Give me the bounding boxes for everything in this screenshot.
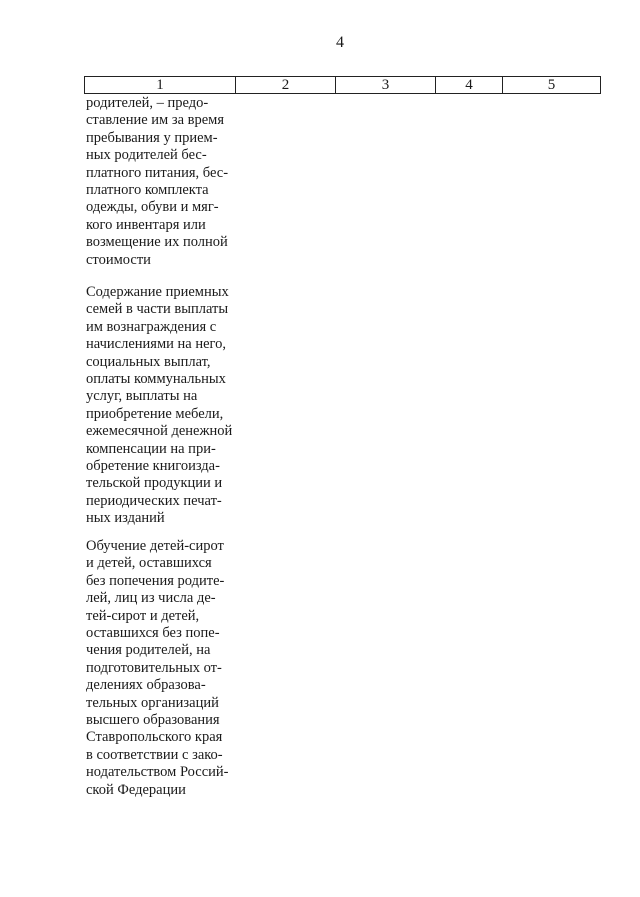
column-1-text-block: Содержание приемных семей в части выплаты им вознаграждения с начислениями на него, социальных выплат, оплаты коммунальных услуг, выплаты на приобретение мебели, ежемесячной денежной компенсации на при- обретение книгоизда- тельской продукции и периодических печат- ных изданий — [86, 284, 233, 527]
table-header-row — [85, 77, 601, 94]
column-1-text-block: родителей, – предо- ставление им за время пребывания у прием- ных родителей бес- платного питания, бес- платного комплекта одежды, обуви и мяг- кого инвентаря или возмещение их полной стоимости — [86, 95, 229, 268]
page-number: 4 — [336, 34, 344, 51]
table-header — [84, 76, 601, 94]
column-header-4: 4 — [436, 77, 503, 94]
column-header-1: 1 — [85, 77, 236, 94]
column-1-text-block: Обучение детей-сирот и детей, оставшихся без попечения родите- лей, лиц из числа де- тей-сирот и детей, оставшихся без попе- чения родителей, на подготовительных от- делениях образова- тельных организаций высшего образования Ставропольского края в соответствии с зако- нодательством Россий- ской Федерации — [86, 538, 229, 798]
column-header-2: 2 — [236, 77, 336, 94]
column-header-3: 3 — [336, 77, 436, 94]
column-header-5: 5 — [503, 77, 601, 94]
